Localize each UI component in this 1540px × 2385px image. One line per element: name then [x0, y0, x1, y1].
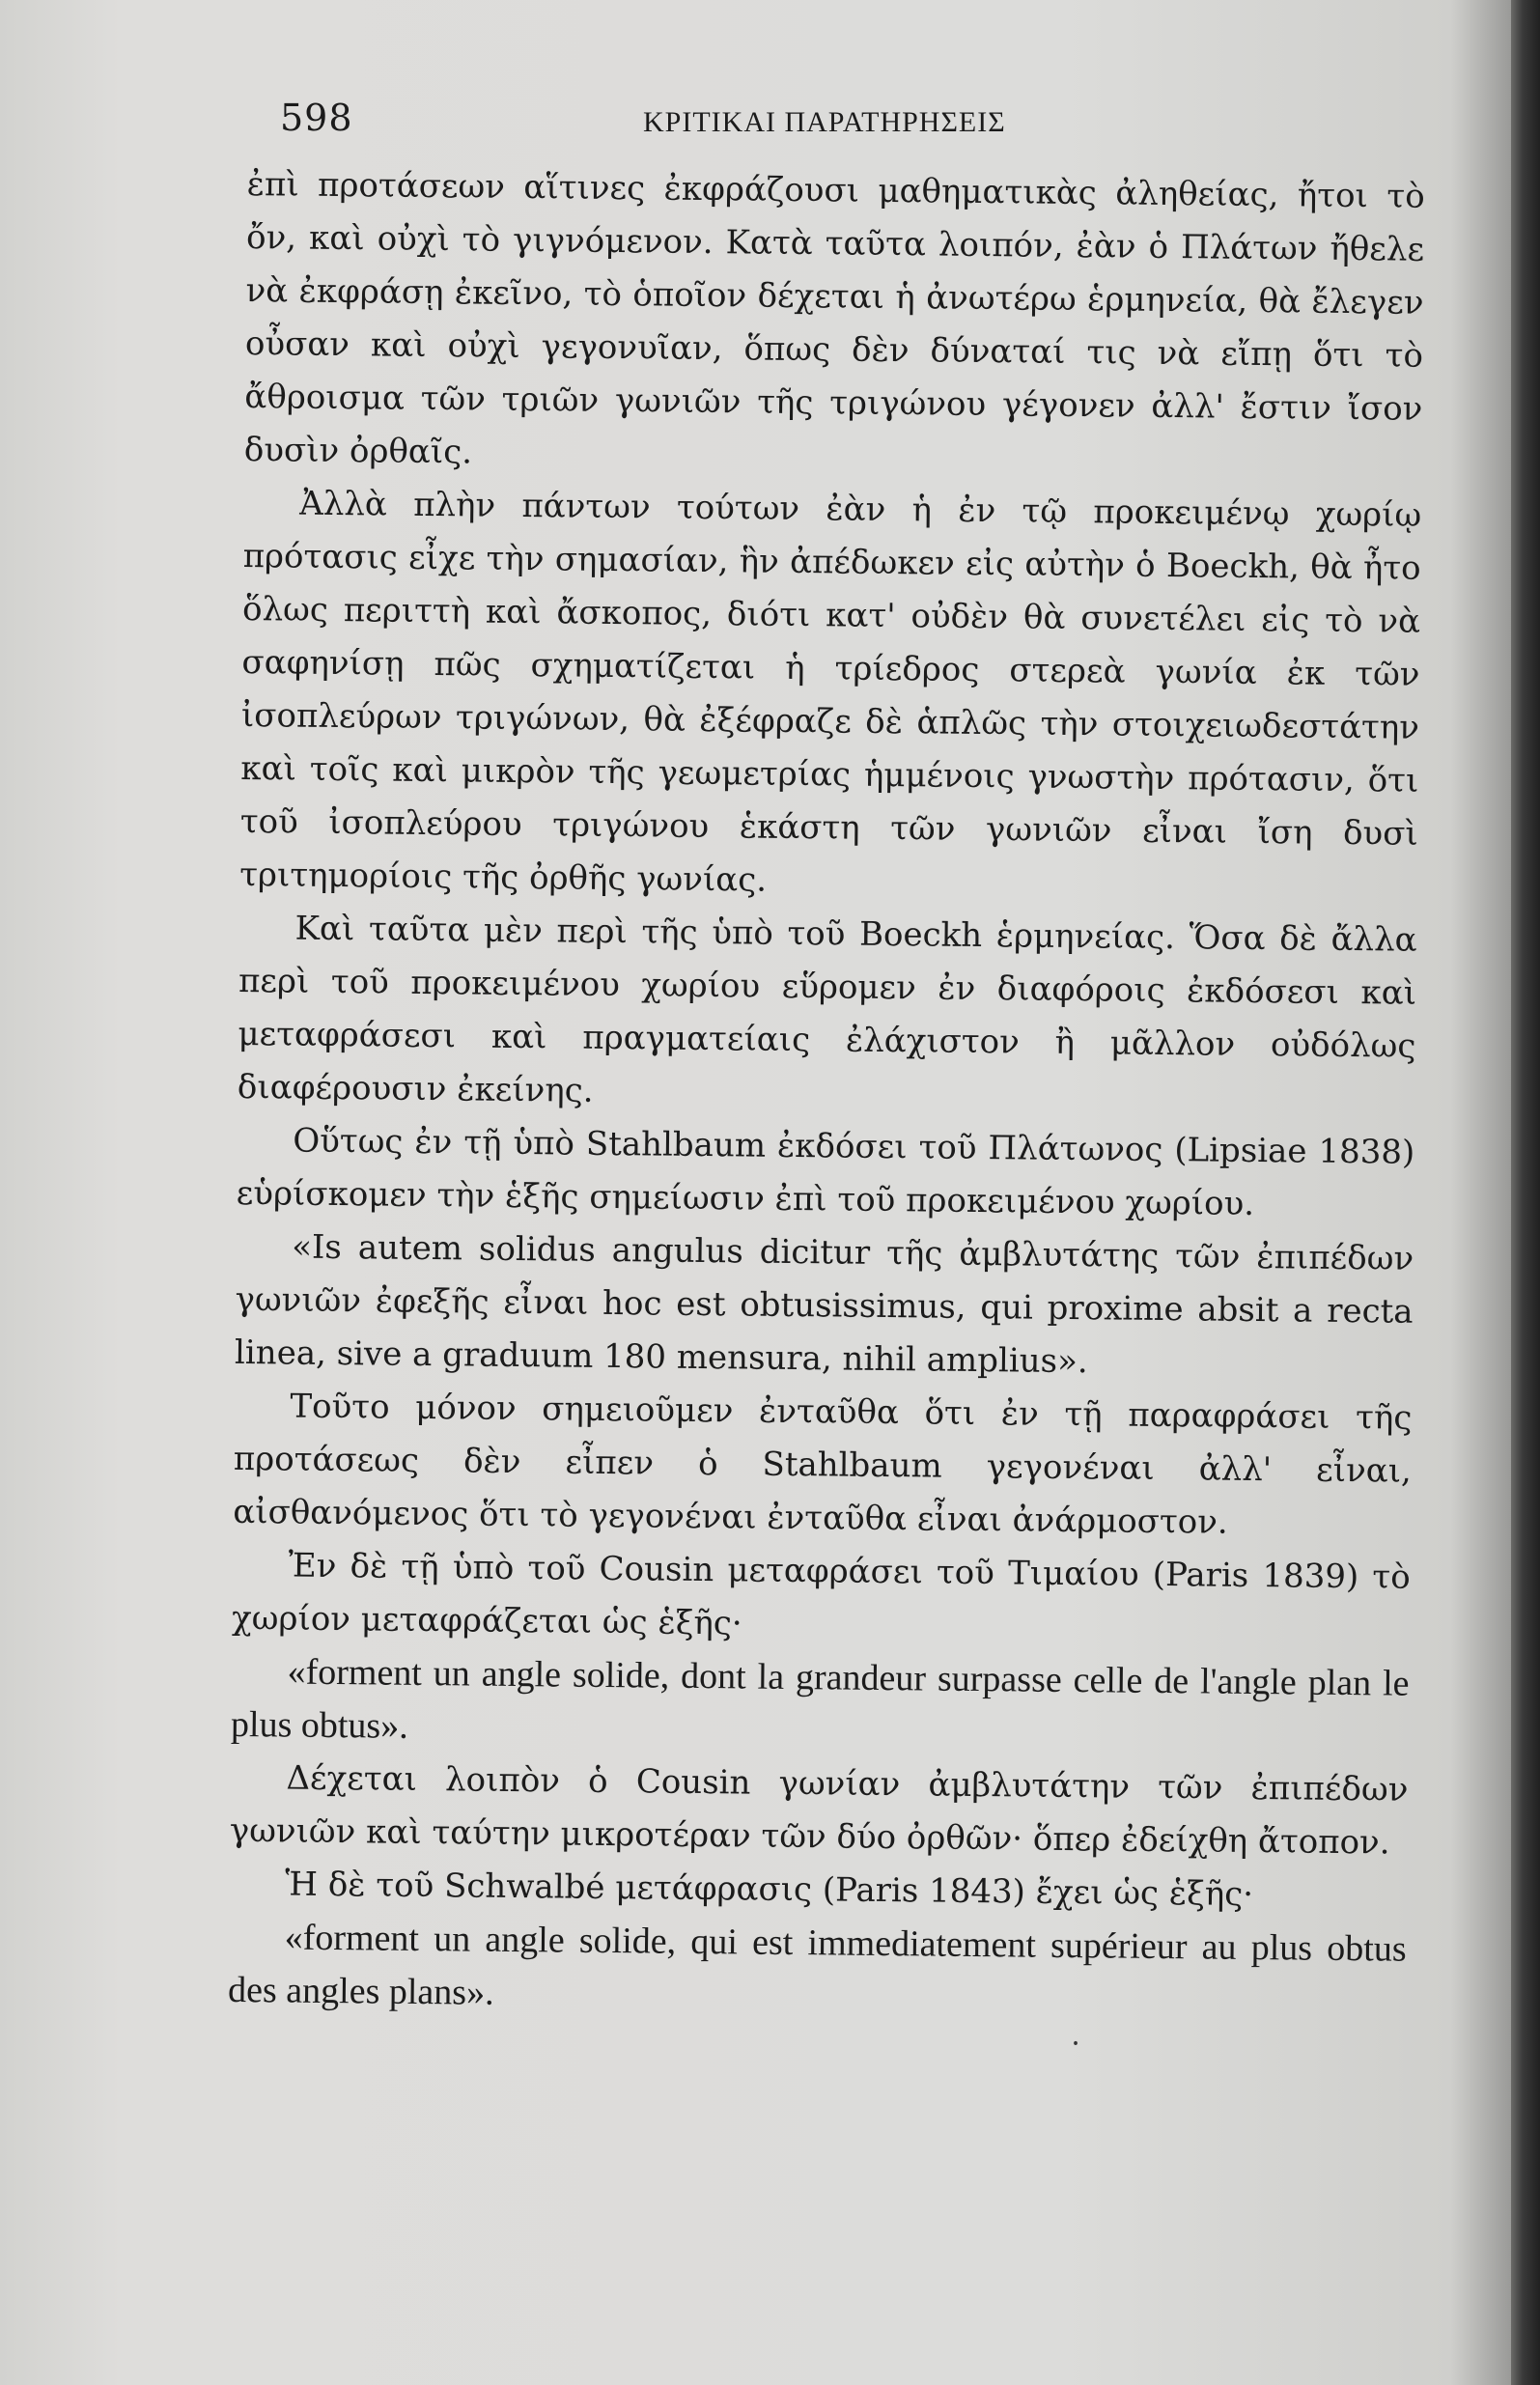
book-edge: [1511, 0, 1540, 2385]
paragraph: ἐπὶ προτάσεων αἵτινες ἐκφράζουσι μαθηματικὰς ἀληθείας, ἤτοι τὸ ὄν, καὶ οὐχὶ τὸ γιγνόμενον. Κατὰ ταῦτα λοιπόν, ἐὰν ὁ Πλάτων ἤθελε νὰ ἐκφράσῃ ἐκεῖνο, τὸ ὁποῖον δέχεται ἡ ἀνωτέρω ἑρμηνεία, θὰ ἔλεγεν οὖσαν καὶ οὐχὶ γεγονυῖαν, ὅπως δὲν δύναταί τις νὰ εἴπῃ ὅτι τὸ ἄθροισμα τῶν τριῶν γωνιῶν τῆς τριγώνου γέγονεν ἀλλ' ἔστιν ἴσον δυσὶν ὀρθαῖς.: [243, 164, 1425, 472]
paragraph: Ἡ δὲ τοῦ Schwalbé μετάφρασις (Paris 1843) ἔχει ὡς ἑξῆς·: [285, 1865, 1254, 1915]
page-number: 598: [280, 97, 353, 139]
paragraph: Τοῦτο μόνον σημειοῦμεν ἐνταῦθα ὅτι ἐν τῇ παραφράσει τῆς προτάσεως δὲν εἶπεν ὁ Stahlbaum γεγονέναι ἀλλ' εἶναι, αἰσθανόμενος ὅτι τὸ γεγονέναι ἐνταῦθα εἶναι ἀνάρμοστον.: [233, 1387, 1413, 1542]
paragraph: Καὶ ταῦτα μὲν περὶ τῆς ὑπὸ τοῦ Boeckh ἑρμηνείας. Ὅσα δὲ ἄλλα περὶ τοῦ προκειμένου χωρίου εὕρομεν ἐν διαφόροις ἐκδόσεσι καὶ μεταφράσεσι καὶ πραγματείαις ἐλάχιστον ἢ μᾶλλον οὐδόλως διαφέρουσιν ἐκείνης.: [237, 909, 1417, 1110]
running-title: ΚΡΙΤΙΚΑΙ ΠΑΡΑΤΗΡΗΣΕΙΣ: [643, 106, 1006, 138]
running-head: [247, 97, 1425, 158]
footer-mark: ⸳: [1072, 2023, 1080, 2057]
paragraph: Δέχεται λοιπὸν ὁ Cousin γωνίαν ἀμβλυτάτην τῶν ἐπιπέδων γωνιῶν καὶ ταύτην μικροτέραν τῶν δύο ὀρθῶν· ὅπερ ἐδείχθη ἄτοπον.: [229, 1758, 1409, 1863]
paragraph: Ἀλλὰ πλὴν πάντων τούτων ἐὰν ἡ ἐν τῷ προκειμένῳ χωρίῳ πρότασις εἶχε τὴν σημασίαν, ἣν ἀπέδωκεν εἰς αὐτὴν ὁ Boeckh, θὰ ἦτο ὅλως περιττὴ καὶ ἄσκοπος, διότι κατ' οὐδὲν θὰ συνετέλει εἰς τὸ νὰ σαφηνίσῃ πῶς σχηματίζεται ἡ τρίεδρος στερεὰ γωνία ἐκ τῶν ἰσοπλεύρων τριγώνων, θὰ ἐξέφραζε δὲ ἁπλῶς τὴν στοιχειωδεστάτην καὶ τοῖς καὶ μικρὸν τῆς γεωμετρίας ἡμμένοις γνωστὴν πρότασιν, ὅτι τοῦ ἰσοπλεύρου τριγώνου ἑκάστη τῶν γωνιῶν εἶναι ἴση δυσὶ τριτημορίοις τῆς ὀρθῆς γωνίας.: [239, 484, 1422, 900]
quotation-french: «forment un angle solide, dont la grandeur surpasse celle de l'angle plan le plus obtus».: [230, 1651, 1410, 1747]
quotation-french: «forment un angle solide, qui est immediatement supérieur au plus obtus des angles plans».: [227, 1917, 1407, 2013]
page-content: [227, 97, 1425, 2017]
paragraph: Ἐν δὲ τῇ ὑπὸ τοῦ Cousin μεταφράσει τοῦ Τιμαίου (Paris 1839) τὸ χωρίον μεταφράζεται ὡς ἑξῆς·: [231, 1546, 1411, 1643]
quotation-latin: «Is autem solidus angulus dicitur τῆς ἀμβλυτάτης τῶν ἐπιπέδων γωνιῶν ἐφεξῆς εἶναι hoc est obtusissimus, qui proxime absit a recta linea, sive a graduum 180 mensura, nihil amplius».: [234, 1227, 1414, 1382]
body-text: [228, 158, 1425, 2030]
paragraph: Οὕτως ἐν τῇ ὑπὸ Stahlbaum ἐκδόσει τοῦ Πλάτωνος (Lipsiae 1838) εὑρίσκομεν τὴν ἑξῆς σημείωσιν ἐπὶ τοῦ προκειμένου χωρίου.: [236, 1121, 1415, 1223]
